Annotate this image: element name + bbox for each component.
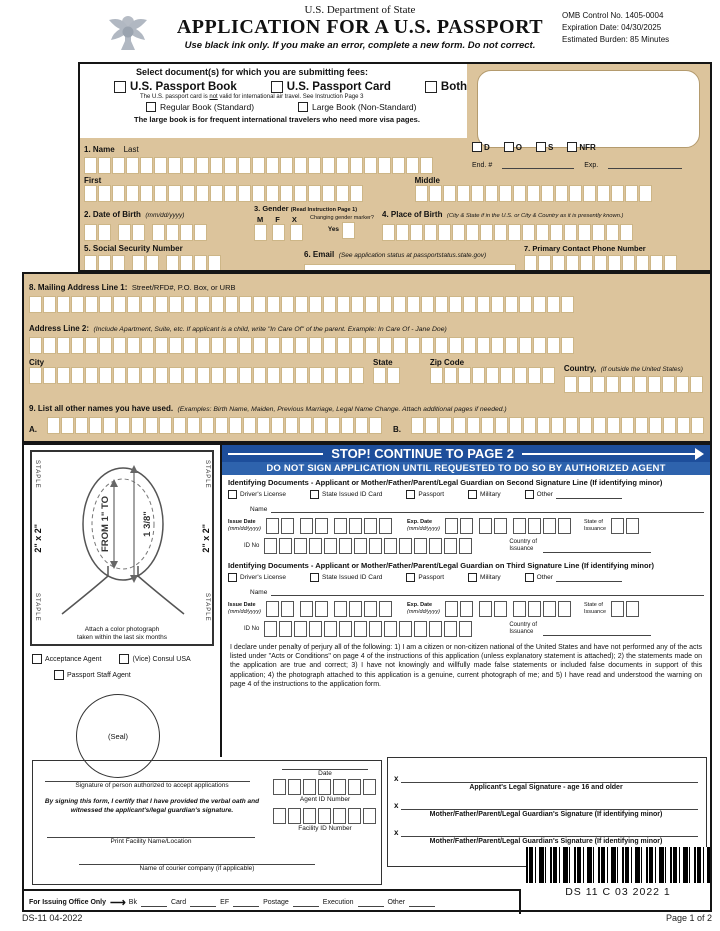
fee-heading: Select document(s) for which you are submitting fees: [136, 67, 369, 77]
phone-label: 7. Primary Contact Phone Number [524, 244, 646, 253]
gender-m-label: M [257, 215, 264, 224]
issuing-item-input[interactable] [141, 898, 167, 907]
checkbox-label: Other [536, 574, 553, 581]
facility-name-caption: Print Facility Name/Location [110, 838, 192, 845]
execution-box [32, 760, 382, 885]
issuing-item-label: Postage [263, 899, 289, 906]
applicant-signature-line[interactable] [401, 773, 698, 783]
issuing-item-input[interactable] [293, 898, 319, 907]
first-name-label: First [84, 176, 102, 185]
banner-line [522, 453, 695, 455]
arrow-right-icon: ⟶ [110, 897, 125, 909]
id-name-input[interactable] [271, 587, 704, 596]
checkbox-icon[interactable] [468, 573, 477, 582]
first-name-input[interactable] [84, 185, 405, 202]
checkbox-label: State Issued ID Card [322, 574, 383, 581]
issuing-item-label: Card [170, 899, 187, 906]
page-number: Page 1 of 2 [665, 913, 712, 923]
gender-f-label: F [275, 215, 280, 224]
checkbox-icon[interactable] [504, 142, 514, 152]
date-hint: (mm/dd/yyyy) [407, 526, 440, 532]
staple-label: STAPLE [204, 593, 210, 622]
checkbox-label: Passport Staff Agent [67, 671, 131, 679]
issuing-office-strip [24, 889, 521, 914]
checkbox-military[interactable] [468, 573, 501, 582]
checkbox-label: Passport [418, 491, 445, 498]
signature-x: x [394, 801, 399, 810]
checkbox-label: Driver's License [240, 491, 287, 498]
checkbox-state-id[interactable] [310, 490, 382, 499]
state-issuance-input[interactable] [611, 601, 641, 617]
omb-burden: Estimated Burden: 85 Minutes [562, 35, 670, 44]
photo-range-from-label: FROM 1" TO [100, 495, 111, 553]
checkbox-icon[interactable] [146, 102, 156, 112]
state-issuance-label: State of [584, 602, 603, 609]
form-number: DS-11 04-2022 [22, 913, 83, 923]
checkbox-code-d[interactable] [472, 142, 490, 152]
checkbox-icon[interactable] [298, 102, 308, 112]
checkbox-label: Driver's License [240, 574, 287, 581]
checkbox-vice-consul[interactable] [119, 654, 190, 664]
pob-hint: (City & State if in the U.S. or City & Country as it is presently known.) [446, 213, 624, 219]
issuing-item-label: EF [220, 899, 230, 906]
checkbox-icon[interactable] [567, 142, 577, 152]
exp-label: Exp. [584, 162, 599, 169]
checkbox-code-nfr[interactable] [567, 142, 595, 152]
stop-banner-text: STOP! CONTINUE TO PAGE 2 [331, 446, 514, 461]
country-hint: (If outside the United States) [600, 366, 683, 373]
issuing-office-label: For Issuing Office Only [29, 899, 107, 906]
photo-size-label: 2" x 2" [201, 524, 211, 553]
code-label: S [548, 142, 554, 152]
office-use-area [467, 64, 710, 138]
issuing-item-label: Bk [128, 899, 137, 906]
gender-input[interactable] [254, 224, 304, 241]
omb-control: OMB Control No. 1405-0004 [562, 11, 664, 20]
bottom-form-box [22, 443, 712, 912]
issue-date-label: Issue Date [228, 519, 256, 526]
checkbox-icon[interactable] [310, 490, 319, 499]
issue-date-input[interactable] [266, 601, 394, 617]
checkbox-both[interactable] [425, 81, 467, 93]
checkbox-code-s[interactable] [536, 142, 553, 152]
checkbox-label: Military [480, 491, 501, 498]
checkbox-other-doc[interactable] [525, 490, 622, 499]
checkbox-state-id[interactable] [310, 573, 382, 582]
end-number-label: End. # [472, 162, 493, 169]
idno-input[interactable] [264, 538, 474, 554]
checkbox-icon[interactable] [54, 670, 64, 680]
idno-label: ID No [244, 626, 260, 632]
address-line2-input[interactable] [29, 337, 705, 354]
gender-marker-question: Changing gender marker? [310, 215, 374, 221]
id-docs-title: Identifying Documents - Applicant or Mother/Father/Parent/Legal Guardian on Third Signature Line (If identifying minor) [228, 561, 654, 570]
state-issuance-input[interactable] [611, 518, 641, 534]
checkbox-label: Large Book (Non-Standard) [312, 102, 417, 112]
state-input[interactable] [373, 367, 422, 384]
address-line1-hint: Street/RFD#, P.O. Box, or URB [131, 283, 236, 292]
checkbox-icon[interactable] [32, 654, 42, 664]
card-note: The U.S. passport card is not valid for international air travel. See Instruction Page 3 [140, 94, 364, 100]
checkbox-icon[interactable] [468, 490, 477, 499]
country-issuance-input[interactable] [543, 627, 651, 636]
checkbox-icon[interactable] [525, 573, 534, 582]
exp-date-label: Exp. Date [407, 602, 433, 609]
checkbox-acceptance-agent[interactable] [32, 654, 101, 664]
checkbox-icon[interactable] [114, 81, 126, 93]
other-name-a-input[interactable] [47, 417, 383, 434]
guardian-signature-line[interactable] [401, 800, 698, 810]
idno-label: ID No [244, 543, 260, 549]
country-issuance-input[interactable] [543, 544, 651, 553]
email-hint: (See application status at passportstatus.state.gov) [338, 252, 487, 259]
oath-statement: By signing this form, I certify that I have provided the verbal oath and witnessed the applicant's/legal guardian's signature. [44, 798, 260, 814]
checkbox-label: Other [536, 491, 553, 498]
omb-expiration: Expiration Date: 04/30/2025 [562, 23, 662, 32]
address-line1-label: 8. Mailing Address Line 1: [29, 283, 128, 292]
fee-selection-row [80, 64, 710, 138]
exp-date-label: Exp. Date [407, 519, 433, 526]
exp-date-input[interactable] [445, 518, 573, 534]
checkbox-passport-doc[interactable] [406, 490, 444, 499]
courier-caption: Name of courier company (if applicable) [139, 865, 255, 872]
office-use-box [477, 70, 700, 148]
photo-size-label: 2" x 2" [33, 524, 43, 553]
do-not-sign-banner: DO NOT SIGN APPLICATION UNTIL REQUESTED TO DO SO BY AUTHORIZED AGENT [222, 462, 710, 475]
dob-label: 2. Date of Birth [84, 210, 141, 219]
email-input[interactable] [304, 264, 516, 272]
date-hint: (mm/dd/yyyy) [228, 609, 261, 615]
staple-label: STAPLE [34, 460, 40, 489]
code-label: NFR [579, 142, 596, 152]
page2-column [222, 445, 710, 689]
gender-hint: (Read Instruction Page 1) [290, 207, 358, 213]
issuing-item-input[interactable] [358, 898, 384, 907]
zip-label: Zip Code [429, 358, 465, 367]
checkbox-label: Passport [418, 574, 445, 581]
checkbox-label: Acceptance Agent [45, 655, 102, 663]
other-names-hint: (Examples: Birth Name, Maiden, Previous Marriage, Legal Name Change. Attach additional pages if needed.) [177, 406, 507, 413]
gender-marker-yes-label: Yes [327, 226, 340, 234]
id-docs-third-block: Identifying Documents - Applicant or Mother/Father/Parent/Legal Guardian on Third Signature Line (If identifying minor) Driver's License State Issued ID Card Passport Military Other Name Issue Date (mm/dd/yyyy) Exp. Date (mm/dd/yyyy) State of Issuance ID No Country of Issuance [222, 558, 710, 637]
photo-range-to-label: 1 3/8" [142, 511, 153, 537]
omb-block [562, 10, 714, 46]
checkbox-other-doc[interactable] [525, 573, 622, 582]
issuing-item-label: Other [387, 899, 406, 906]
id-name-label: Name [250, 589, 268, 596]
code-label: O [515, 142, 523, 152]
checkbox-icon[interactable] [228, 490, 237, 499]
photo-column [24, 445, 220, 778]
checkbox-label: U.S. Passport Book [130, 81, 237, 93]
identity-fields [80, 138, 710, 272]
state-label: State [373, 358, 393, 367]
phone-input[interactable] [524, 255, 706, 272]
agent-id-input[interactable] [275, 779, 375, 795]
middle-name-label: Middle [414, 176, 440, 185]
issue-date-label: Issue Date [228, 602, 256, 609]
form-barcode [526, 847, 710, 883]
date-label: Date [318, 770, 332, 777]
checkbox-military[interactable] [468, 490, 501, 499]
agent-signature-caption: Signature of person authorized to accept applications [75, 782, 229, 789]
large-book-note: The large book is for frequent international travelers who need more visa pages. [134, 115, 420, 124]
checkbox-icon[interactable] [406, 573, 415, 582]
checkbox-passport-card[interactable] [271, 81, 391, 93]
ssn-input[interactable] [84, 255, 304, 272]
dob-input[interactable] [84, 224, 254, 241]
id-docs-second-block: Identifying Documents - Applicant or Mother/Father/Parent/Legal Guardian on Second Signature Line (If identifying minor) Driver's License State Issued ID Card Passport Military Other Name Issue Date (mm/dd/yyyy) Exp. Date (mm/dd/yyyy) State of Issuance ID No Country of Issuance [222, 475, 710, 554]
id-docs-title: Identifying Documents - Applicant or Mother/Father/Parent/Legal Guardian on Second Signature Line (If identifying minor) [228, 478, 663, 487]
end-number-input[interactable] [502, 160, 574, 169]
other-names-label: 9. List all other names you have used. [29, 404, 174, 413]
other-name-a-label: A. [29, 425, 37, 434]
state-seal-icon [106, 8, 150, 59]
last-name-label: Last [123, 145, 139, 154]
address-box [22, 272, 712, 443]
checkbox-label: Both [440, 81, 468, 93]
name-label: 1. Name [84, 145, 115, 154]
checkbox-icon[interactable] [119, 654, 129, 664]
id-name-input[interactable] [271, 504, 704, 513]
exp-date-input[interactable] [445, 601, 573, 617]
checkbox-drivers-license[interactable] [228, 573, 286, 582]
photo-attachment-box [30, 450, 214, 646]
guardian-signature-line[interactable] [401, 827, 698, 837]
banner-line [228, 453, 323, 455]
exp-input[interactable] [608, 160, 682, 169]
issuing-item-label: Execution [322, 899, 354, 906]
photo-head-diagram [48, 454, 198, 618]
fee-selection [80, 64, 467, 138]
address-line2-label: Address Line 2: [29, 324, 90, 333]
issuing-item-input[interactable] [409, 898, 435, 907]
guardian-signature-caption: Mother/Father/Parent/Legal Guardian's Signature (If identifying minor) [429, 811, 663, 818]
gender-x-label: X [291, 215, 297, 224]
page-footer [22, 913, 712, 923]
country-issuance-label: Country of [509, 621, 538, 628]
checkbox-icon[interactable] [472, 142, 482, 152]
checkbox-passport-doc[interactable] [406, 573, 444, 582]
applicant-signature-caption: Applicant's Legal Signature - age 16 and older [469, 784, 623, 791]
other-name-b-input[interactable] [411, 417, 705, 434]
agent-type-checks [24, 654, 220, 680]
signature-x: x [394, 774, 399, 783]
state-issuance-label: State of [584, 519, 603, 526]
pob-input[interactable] [382, 224, 706, 241]
last-name-input[interactable] [84, 157, 462, 174]
checkbox-label: Regular Book (Standard) [160, 102, 255, 112]
pob-label: 4. Place of Birth [382, 210, 443, 219]
dob-hint: (mm/dd/yyyy) [145, 212, 185, 219]
checkbox-code-o[interactable] [504, 142, 522, 152]
issue-date-input[interactable] [266, 518, 394, 534]
idno-input[interactable] [264, 621, 474, 637]
middle-name-input[interactable] [415, 185, 706, 202]
checkbox-icon[interactable] [536, 142, 546, 152]
checkbox-icon[interactable] [525, 490, 534, 499]
facility-id-label: Facility ID Number [298, 825, 352, 832]
issuing-item-input[interactable] [233, 898, 259, 907]
staple-label: STAPLE [34, 593, 40, 622]
issuing-item-input[interactable] [190, 898, 216, 907]
stop-banner [222, 445, 710, 462]
other-name-b-label: B. [393, 425, 401, 434]
facility-id-input[interactable] [275, 808, 375, 824]
country-label: Country, [563, 364, 597, 373]
code-label: D [484, 142, 490, 152]
checkbox-passport-staff-agent[interactable] [54, 670, 131, 680]
email-label: 6. Email [304, 250, 335, 259]
ssn-label: 5. Social Security Number [84, 244, 183, 253]
gender-label: 3. Gender [254, 204, 289, 213]
checkbox-regular-book[interactable] [146, 102, 254, 112]
perjury-declaration: I declare under penalty of perjury all of the following: 1) I am a citizen or non-citizen national of the United States and have not performed any of the acts listed under "Acts or Conditions" on page 4 of the instructions of this application (unless explanatory statement is attached); 2) the statements made on the application are true and correct; 3) I have not knowingly and willfully made false statements or included false documents in support of this application; 4) the photograph attached to this application is a genuine, current photograph of me; and 5) I have read and understood the warning on page 4 of the instructions to the application form. [230, 644, 702, 688]
checkbox-drivers-license[interactable] [228, 490, 286, 499]
other-doc-input[interactable] [556, 573, 622, 582]
zip-input[interactable] [430, 367, 556, 384]
date-hint: (mm/dd/yyyy) [228, 526, 261, 532]
seal-label: (Seal) [107, 731, 128, 741]
checkbox-passport-book[interactable] [114, 81, 237, 93]
checkbox-label: Military [480, 574, 501, 581]
other-doc-input[interactable] [556, 490, 622, 499]
checkbox-icon[interactable] [271, 81, 283, 93]
checkbox-label: State Issued ID Card [322, 491, 383, 498]
checkbox-large-book[interactable] [298, 102, 416, 112]
signature-x: x [394, 828, 399, 837]
address-line1-input[interactable] [29, 296, 705, 313]
guardian-signature-caption: Mother/Father/Parent/Legal Guardian's Signature (If identifying minor) [429, 838, 663, 845]
staple-label: STAPLE [204, 460, 210, 489]
city-input[interactable] [29, 367, 365, 384]
date-hint: (mm/dd/yyyy) [407, 609, 440, 615]
checkbox-icon[interactable] [310, 573, 319, 582]
address-line2-hint: (Include Apartment, Suite, etc. If applicant is a child, write "In Care Of" of the parent. Example: In Care Of - Jane Doe) [93, 326, 447, 333]
form-title: APPLICATION FOR A U.S. PASSPORT [176, 16, 544, 38]
top-form-box [78, 62, 712, 272]
agency-name: U.S. Department of State [304, 4, 416, 16]
country-input[interactable] [564, 376, 705, 393]
id-name-label: Name [250, 506, 268, 513]
gender-marker-yes-input[interactable] [342, 222, 355, 239]
country-issuance-label: Country of [509, 538, 538, 545]
agent-id-label: Agent ID Number [299, 796, 351, 803]
arrow-right-icon [695, 448, 704, 460]
ink-instruction: Use black ink only. If you make an error, complete a new form. Do not correct. [184, 40, 536, 51]
city-label: City [29, 358, 45, 367]
photo-caption: Attach a color photograph taken within the last six months [77, 626, 167, 642]
barcode-text: DS 11 C 03 2022 1 [565, 886, 671, 898]
checkbox-label: U.S. Passport Card [286, 81, 391, 93]
checkbox-icon[interactable] [425, 81, 437, 93]
checkbox-icon[interactable] [228, 573, 237, 582]
checkbox-icon[interactable] [406, 490, 415, 499]
checkbox-label: (Vice) Consul USA [132, 655, 191, 663]
